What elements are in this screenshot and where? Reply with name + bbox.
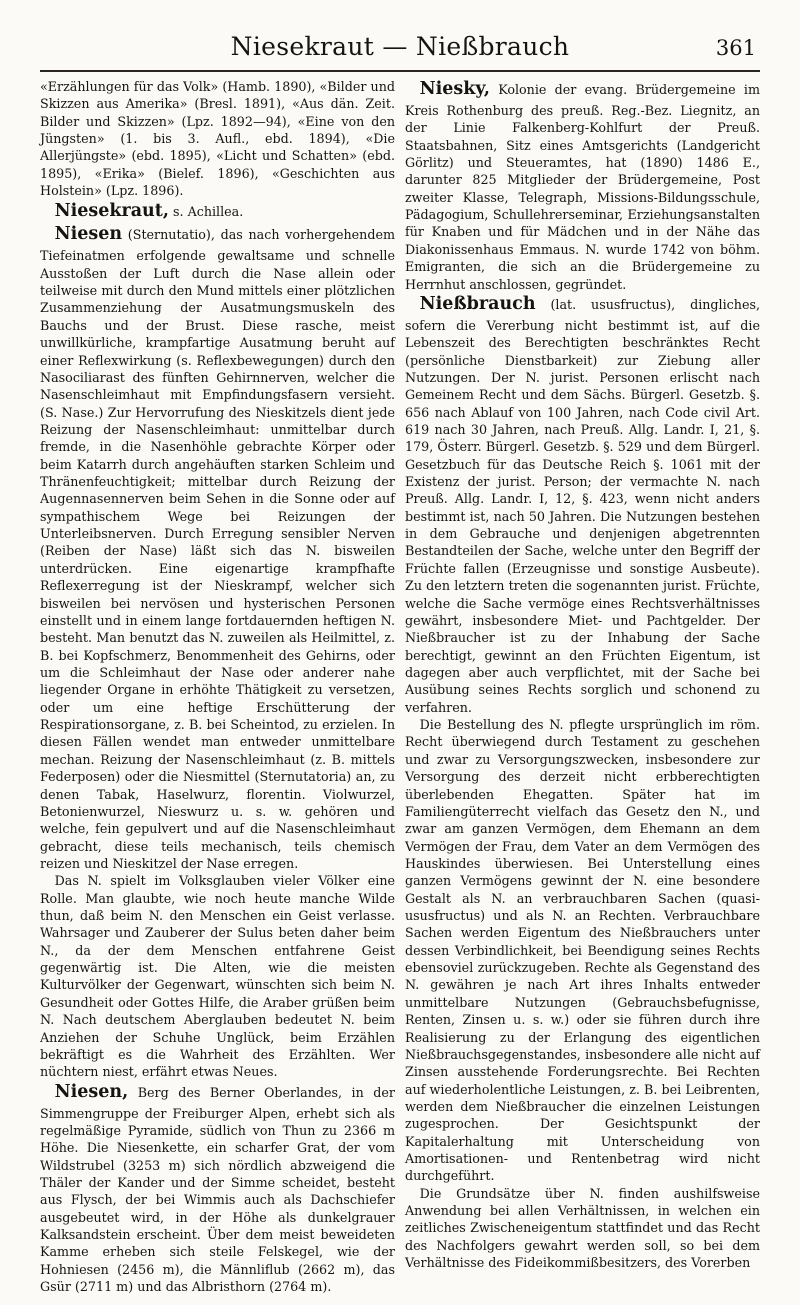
entry-headword: Niesen xyxy=(54,224,123,245)
page-header xyxy=(40,28,760,72)
entry-headword: Niesky, xyxy=(419,79,490,99)
entry-niesky xyxy=(405,78,760,293)
running-title: Niesekraut — Nießbrauch xyxy=(230,32,570,61)
entry-text: Die Grundsätze über N. finden aushilfsweise Anwendung bei allen Verhältnissen, in welchen ein zeitliches Zwischeneigentum stattfindet und das Recht des Nachfolgers gewahrt werden soll, so bei dem Verhältnisse des Fideikommißbesitzers, des Vorerben xyxy=(405,1185,760,1271)
entry-niesekraut xyxy=(40,200,395,224)
entry-text: (Sternutatio), das nach vorhergehendem Tiefeinatmen erfolgende gewaltsame und schnelle Ausstoßen der Luft durch die Nase allein oder teilweise mit durch den Mund mittels einer plötzlichen Zusammenziehung der Ausatmungsmuskeln des Bauchs und der Brust. Diese rasche, meist unwillkürliche, krampfartige Ausatmung beruht auf einer Reflexwirkung (s. Reflexbewegungen) durch den Nasociliarast des fünften Gehirnnerven, welcher die Nasenschleimhaut mit Empfindungsfasern versieht. (S. Nase.) Zur Hervorrufung des Nieskitzels dient jede Reizung der Nasenschleimhaut: unmittelbar durch fremde, in die Nasenhöhle gebrachte Körper oder beim Katarrh durch angehäuften starken Schleim und Thränenfeuchtigkeit; mittelbar durch Reizung der Augennasennerven beim Sehen in die Sonne oder auf sympathischem Wege bei Reizungen der Unterleibsnerven. Durch Erregung sensibler Nerven (Reiben der Nase) läßt sich das N. bisweilen unterdrücken. Eine eigenartige krampfhafte Reflexerregung ist der Nieskrampf, welcher sich bisweilen bei nervösen und hysterischen Personen einstellt und in einem lange fortdauernden heftigen N. besteht. Man benutzt das N. zuweilen als Heilmittel, z. B. bei Kopfschmerz, Benommenheit des Gehirns, oder um die Schleimhaut der Nase oder anderer nahe liegender Organe in erhöhte Thätigkeit zu versetzen, oder um eine heftige Erschütterung der Respirationsorgane, z. B. bei Scheintod, zu erzielen. In diesen Fällen wendet man entweder unmittelbare mechan. Reizung der Nasenschleimhaut (z. B. mittels Federposen) oder die Niesmittel (Sternutatoria) an, zu denen Tabak, Haselwurz, florentin. Violwurzel, Betonienwurzel, Nieswurz u. s. w. gehören und welche, fein gepulvert und auf die Nasenschleimhaut gebracht, diese teils mechanisch, teils chemisch reizen und Nieskitzel der Nase erregen. xyxy=(40,227,395,871)
page-number: 361 xyxy=(715,36,756,60)
left-column xyxy=(40,78,395,1295)
entry-headword: Nießbrauch xyxy=(419,293,536,314)
entry-text: Das N. spielt im Volksglauben vieler Völker eine Rolle. Man glaubte, wie noch heute manche Wilde thun, daß beim N. den Menschen ein Geist verlasse. Wahrsager und Zauberer der Sulus beten daher beim N., da der dem Menschen entfahrene Geist gegenwärtig ist. Die Alten, wie die meisten Kulturvölker der Gegenwart, wünschten sich beim N. Gesundheit oder Gottes Hilfe, die Araber grüßen beim N. Nach deutschem Aberglauben bedeutet N. beim Anziehen der Schuhe Unglück, beim Erzählen bekräftigt es die Wahrheit des Erzählten. Wer nüchtern niest, erfährt etwas Neues. xyxy=(40,873,395,1080)
entry-niessbrauch xyxy=(405,293,760,716)
entry-niesen-paragraph xyxy=(40,872,395,1080)
entry-text: Berg des Berner Oberlandes, in der Simmengruppe der Freiburger Alpen, erhebt sich als regelmäßige Pyramide, südlich von Thun zu 2366 m Höhe. Die Niesenkette, ein scharfer Grat, der vom Wildstrubel (3253 m) sich nördlich abzweigend die Thäler der Kander und der Simme scheidet, besteht aus Flysch, der bei Wimmis auch als Dachschiefer ausgebeutet wird, in der Höhe als dunkelgrauer Kalksandstein erscheint. Über dem meist beweideten Kamme erheben sich steile Felskegel, wie der Hohniesen (2456 m), die Männliflub (2662 m), das Gsür (2711 m) und das Albristhorn (2764 m). xyxy=(40,1084,395,1295)
entry-headword: Niesen, xyxy=(54,1081,129,1102)
entry-niessbrauch-paragraph xyxy=(405,716,760,1185)
header-rule xyxy=(40,70,760,72)
entry-text: Die Bestellung des N. pflegte ursprünglich im röm. Recht überwiegend durch Testament zu geschehen und zwar zu Versorgungszwecken, insbesondere zur Versorgung des derzeit nicht erbberechtigten überlebenden Ehegatten. Später hat im Familiengüterrecht vielfach das Gesetz den N., und zwar am ganzen Vermögen, dem Ehemann an dem Vermögen der Frau, dem Vater an dem Vermögen des Hauskindes überwiesen. Bei Unterstellung eines ganzen Vermögens gewinnt der N. eine besondere Gestalt als N. an verbrauchbaren Sachen (quasi-ususfructus) und als N. an Rechten. Verbrauchbare Sachen werden Eigentum des Nießbrauchers unter dessen Verbindlichkeit, bei Beendigung seines Rechts ebensoviel zurückzugeben. Rechte als Gegenstand des N. gewähren je nach Art ihres Inhalts entweder unmittelbare Nutzungen (Gebrauchsbefugnisse, Renten, Zinsen u. s. w.) oder sie führen durch ihre Realisierung zu der Erlangung des eigentlichen Nießbrauchsgegenstandes, insbesondere alle nicht auf Zinsen ausstehende Forderungsrechte. Bei Rechten auf wiederholentliche Leistungen, z. B. bei Leibrenten, werden dem Nießbraucher die einzelnen Leistungen zugesprochen. Der Gesichtspunkt der Kapitalerhaltung mit Unterscheidung von Amortisationen- und Rentenbetrag wird nicht durchgeführt. xyxy=(405,717,760,1184)
entry-text: (lat. ususfructus), dingliches, sofern die Vererbung nicht bestimmt ist, auf die Lebenszeit des Berechtigten beschränktes Recht (persönliche Dienstbarkeit) zur Ziebung aller Nutzungen. Der N. jurist. Personen erlischt nach Gemeinem Recht und dem Sächs. Bürgerl. Gesetzb. §. 656 nach Ablauf von 100 Jahren, nach Code civil Art. 619 nach 30 Jahren, nach Preuß. Allg. Landr. I, 21, §. 179, Österr. Bürgerl. Gesetzb. §. 529 und dem Bürgerl. Gesetzbuch für das Deutsche Reich §. 1061 mit der Existenz der jurist. Person; der vermachte N. nach Preuß. Allg. Landr. I, 12, §. 423, wenn nicht anders bestimmt ist, nach 50 Jahren. Die Nutzungen bestehen in dem Gebrauche und denjenigen abgetrennten Bestandteilen der Sache, welche unter den Begriff der Früchte fallen (Erzeugnisse und sonstige Ausbeute). Zu den letztern treten die sogenannten jurist. Früchte, welche die Sache vermöge eines Rechtsverhältnisses gewährt, insbesondere Miet- und Pachtgelder. Der Nießbraucher ist zu der Inhabung der Sache berechtigt, gewinnt an den Früchten Eigentum, ist dagegen aber auch verpflichtet, mit der Sache bei Ausübung seines Rechts sorglich und schonend zu verfahren. xyxy=(405,296,760,715)
entry-continuation xyxy=(40,78,395,200)
entry-text: Kolonie der evang. Brüdergemeine im Kreis Rothenburg des preuß. Reg.-Bez. Liegnitz, an der Linie Falkenberg-Kohlfurt der Preuß. Staatsbahnen, Sitz eines Amtsgerichts (Landgericht Görlitz) und Steueramtes, hat (1890) 1486 E., darunter 825 Mitglieder der Brüdergemeine, Post zweiter Klasse, Telegraph, Missions-Bildungsschule, Pädagogium, Schullehrerseminar, Erziehungsanstalten für Knaben und für Mädchen und in der Nähe das Diakonissenhaus Emmaus. N. wurde 1742 von böhm. Emigranten, die sich an die Brüdergemeine zu Herrnhut anschlossen, gegründet. xyxy=(405,82,760,292)
entry-niesen-berg xyxy=(40,1081,395,1296)
entry-niesen xyxy=(40,223,395,872)
entry-headword: Niesekraut, xyxy=(54,200,169,221)
entry-text: s. Achillea. xyxy=(168,203,244,219)
entry-text: «Erzählungen für das Volk» (Hamb. 1890), «Bilder und Skizzen aus Amerika» (Bresl. 1891), «Aus dän. Zeit. Bilder und Skizzen» (Lpz. 1892—94), «Eine von den Jüngsten» (1. bis 3. Aufl., ebd. 1894), «Die Allerjüngste» (ebd. 1895), «Licht und Schatten» (ebd. 1895), «Erika» (Bielef. 1896), «Geschichten aus Holstein» (Lpz. 1896). xyxy=(40,79,395,199)
right-column xyxy=(405,78,760,1272)
entry-niessbrauch-paragraph xyxy=(405,1185,760,1272)
